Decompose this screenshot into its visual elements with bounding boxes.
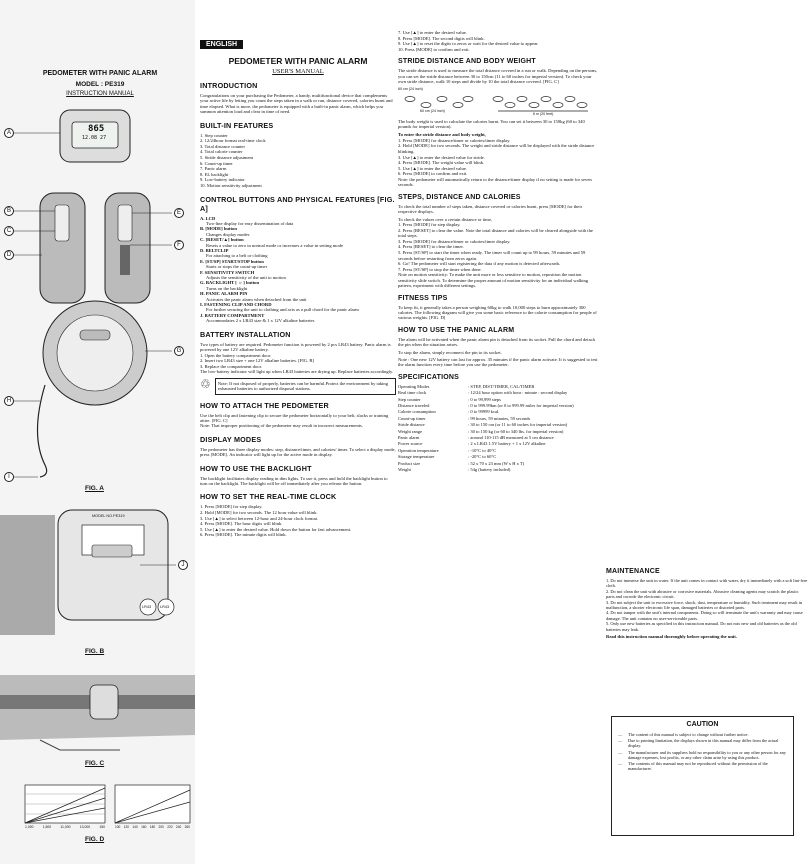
list-item: 5. Use [▲] to enter the desired value.: [398, 165, 467, 171]
list-item: 4. Press [MODE]. The hour digits will blink.: [200, 521, 283, 527]
enter-steps: [398, 138, 598, 177]
spec-value: : 0 to 99,999 steps: [468, 396, 501, 402]
tick: 13,000: [79, 825, 91, 829]
column-2: [200, 0, 396, 538]
main-subtitle: USER'S MANUAL: [272, 68, 324, 75]
spec-key: Operating Modes: [398, 383, 430, 389]
stride-label-3: 6 m (20 feet): [533, 111, 554, 116]
stride-label-2: 60 cm (24 inch): [420, 108, 445, 113]
control-name: I. FASTENING CLIP AND CHORD: [200, 302, 272, 308]
control-name: C. [RESET/▲] button: [200, 237, 244, 243]
list-item: 1. Open the battery compartment door.: [200, 352, 272, 358]
main-title: PEDOMETER WITH PANIC ALARM: [228, 56, 368, 66]
spec-value: : -10°C to 40°C: [468, 447, 497, 453]
list-item: 6. Count-up timer: [200, 160, 233, 166]
tick: 120: [123, 825, 130, 829]
maintenance-heading: MAINTENANCE: [606, 568, 660, 575]
english-tag: ENGLISH: [200, 40, 243, 49]
callout-c: C: [4, 226, 14, 236]
list-item: 5. Press [ST/SP] to start the timer when ready. The timer will count up to 99 hours, 59 minutes and 59 seconds before restarting from zeros again.: [398, 249, 586, 261]
list-item: 2. Hold [MODE] for two seconds. The weight and stride distance will be displayed with the stride distance blinking.: [398, 143, 595, 154]
list-item: 3. Use [▲] to select between 12-hour and 24-hour clock format.: [200, 515, 319, 521]
fig-c-label: FIG. C: [85, 760, 105, 767]
list-item: 2. Do not clean the unit with abrasive or corrosive materials. Abrasive cleaning agents may scratch the plastic parts and corrode the electronic circuit.: [606, 588, 799, 600]
spec-value: : 52 x 70 x 23 mm (W x H x T): [468, 460, 525, 466]
spec-value: : 0 to 99999 kcal.: [468, 409, 500, 415]
panic-text: The alarm will be activated when the panic alarm pin is detached from its socket. Pull the chord and detach the pin when the situation arises.: [398, 336, 595, 348]
fig-d-ticks-right: [115, 825, 190, 829]
callout-i: I: [4, 472, 14, 482]
control-desc: Changes display modes: [206, 231, 250, 237]
list-item: 4. Press [RESET] to clear the timer.: [398, 244, 464, 250]
control-desc: Accommodates 2 x LR43 size & 1 x 12V alkaline batteries: [206, 318, 315, 324]
spec-value: : 12/24 hour option with hour : minute : second display: [468, 390, 568, 396]
attach-note: Note: That improper positioning of the pedometer may result in incorrect measurements.: [200, 423, 363, 429]
list-item: 2. Hold [MODE] for two seconds. The 12 hour value will blink.: [200, 509, 318, 515]
list-item: 1. Step counter: [200, 132, 228, 138]
spec-value: : 2 x LR43 1.5V battery + 1 x 12V alkaline: [468, 441, 546, 447]
list-item: 6. Go! The pedometer will start registering the data if any motion is detected afterwards.: [398, 261, 561, 267]
list-item: 9. Low-battery indicator: [200, 177, 245, 183]
stride-text: The stride distance is used to measure the total distance covered in a run or walk. Depending on the persons, you can set the stride distance between 30 to 150cm (11 to 60 inches for imperial version). To check your own stride distance, walk 10 steps and divide by 10 the total distance covered. [FIG. C]: [398, 68, 598, 85]
fig-b-label: FIG. B: [85, 648, 105, 655]
callout-a: A: [4, 128, 14, 138]
spec-value: : -20°C to 60°C: [468, 454, 497, 460]
control-name: B. [MODE] button: [200, 226, 237, 232]
clock-heading: HOW TO SET THE REAL-TIME CLOCK: [200, 492, 337, 502]
list-item: 1. Do not immerse the unit in water. If the unit comes in contact with water, dry it immediately with a soft lint-free cloth.: [606, 578, 808, 589]
list-item: 5. Stride distance adjustment: [200, 155, 254, 160]
list-item: — The manufacturer and its suppliers hold no responsibility to you or any other person for any damage expenses, lost profits, or any other claim arise by using this product.: [618, 750, 787, 760]
control-name: A. LCD: [200, 215, 216, 221]
backlight-heading: HOW TO USE THE BACKLIGHT: [200, 463, 312, 473]
stride-label-1: 60 cm (24 inch): [398, 86, 423, 91]
intro-text: Congratulations on your purchasing the Pedometer, a handy, multifunctional device that complements your active life by letting you count the steps taken in a walk or run, distance covered, calories burnt and time elapsed. What is more, the pedometer is equipped with a built-in panic alarm, which helps you summon attention loud and clear in time of need.: [200, 93, 393, 115]
list-item: 4. Do not tamper with the unit's internal components. Doing so will terminate the unit's warranty and may cause damage. The unit contains no user-serviceable parts.: [606, 610, 803, 621]
control-desc: Resets a value to zero in normal mode or increases a value in setting mode: [206, 242, 344, 248]
lcd-bottom-readout: 12.08 27: [82, 135, 107, 141]
spec-key: Real time clock: [398, 390, 427, 396]
callout-b: B: [4, 206, 14, 216]
control-desc: For further securing the unit to clothing and acts as a pull chord for the panic alarm: [206, 307, 359, 313]
battery-note: The low-battery indicator will light up when LR43 batteries are drying up. Replace batteries accordingly.: [200, 369, 394, 375]
tick: 150: [99, 825, 105, 829]
spec-value: : around 110-115 dB measured at 5 cm distance: [468, 435, 554, 441]
list-item: 1. Press [MODE] for step display.: [200, 504, 263, 510]
caution-heading: CAUTION: [686, 721, 719, 728]
column-3: [398, 0, 598, 474]
tick: 220: [167, 825, 173, 829]
steps-list: [398, 222, 598, 272]
spec-key: Step counter: [398, 396, 421, 402]
list-item: 6. Press [MODE] to confirm and exit.: [398, 171, 468, 177]
battery-heading: BATTERY INSTALLATION: [200, 329, 291, 339]
spec-value: : 0 to 999.99km (or 0 to 999.99 miles for imperial version): [468, 403, 574, 409]
list-item: 3. Replace the compartment door.: [200, 363, 262, 369]
control-desc: Two-line display for easy dissemination of data: [206, 220, 294, 226]
callout-f: F: [174, 240, 184, 250]
control-name: G. BACKLIGHT [ ☼ ] button: [200, 280, 260, 286]
spec-key: Calorie consumption: [398, 409, 436, 415]
list-item: 4. Total calorie counter: [200, 149, 243, 155]
fig-b-drawing: [0, 505, 195, 655]
list-item: 3. Press [MODE] for distance/timer or calories/timer display.: [398, 238, 511, 244]
clock-steps: [200, 504, 396, 538]
attach-text: Use the belt clip and fastening clip to secure the pedometer horizontally to your belt, slacks or training attire. [FIG. C]: [200, 412, 389, 423]
control-desc: Turns on the backlight: [206, 285, 248, 291]
tick: 140: [132, 825, 138, 829]
control-name: H. PANIC ALARM PIN: [200, 291, 248, 297]
steps-intro2: To check the values over a certain distance or time,: [398, 216, 493, 222]
list-item: — The contents of this manual may not be reproduced without the permission of the manufacturer.: [618, 761, 787, 771]
features-heading: BUILT-IN FEATURES: [200, 120, 274, 130]
left-manual: INSTRUCTION MANUAL: [66, 91, 134, 97]
left-title: PEDOMETER WITH PANIC ALARM: [42, 70, 158, 77]
tick: 1,000: [25, 825, 34, 829]
footprints-figure: [398, 87, 598, 117]
list-item: 7. Panic alarm: [200, 166, 227, 172]
tick: 100: [115, 825, 121, 829]
spec-key: Panic alarm: [398, 435, 420, 441]
list-item: 2. Press [RESET] to clear the value. Note the total distance and calories will be cleared alongside with the total steps.: [398, 227, 593, 239]
maintenance-list: [606, 578, 808, 632]
fig-b-model-label: MODEL NO.PE319: [92, 514, 125, 518]
callout-h: H: [4, 396, 14, 406]
control-name: E. [ST/SP] START/STOP button: [200, 258, 264, 264]
list-item: 9. Use [▲] to reset the digits to zeros or wait for the desired value to appear.: [398, 41, 539, 47]
fig-b-battery-1: LR43: [142, 605, 152, 609]
list-item: 5. Only use new batteries as specified in this instruction manual. Do not mix new and old batteries as the old batteries may leak.: [606, 621, 797, 632]
features-list: [200, 133, 396, 189]
list-item: 10. Motion sensitivity adjustment: [200, 182, 262, 188]
controls-heading: CONTROL BUTTONS AND PHYSICAL FEATURES [FIG. A]: [200, 194, 395, 213]
spec-table: [398, 384, 598, 474]
tick: 160: [141, 825, 147, 829]
list-item: 2. Insert two LR43 size + one 12V alkaline batteries. [FIG. B]: [200, 358, 315, 364]
fig-d-ticks-left: [25, 825, 105, 829]
modes-heading: DISPLAY MODES: [200, 434, 262, 444]
fig-d-label: FIG. D: [85, 836, 105, 843]
spec-key: Power source: [398, 441, 423, 447]
fig-d-chart: [0, 780, 195, 840]
spec-value: : 30 to 150 kg (or 60 to 340 lbs. for imperial version): [468, 428, 564, 434]
weight-text: The body weight is used to calculate the calories burnt. You can set it between 30 to 150kg (60 to 340 pounds for imperial version).: [398, 118, 585, 129]
controls-list: [200, 216, 396, 324]
list-item: 4. Press [MODE]. The weight value will blink.: [398, 160, 485, 166]
list-item: 2. 12/24hour format real-time clock: [200, 138, 266, 144]
list-item: 5. Use [▲] to enter the desired value. Hold down the button for fast advancement.: [200, 526, 352, 532]
spec-value: : 54g (battery included): [468, 467, 511, 473]
panic-note: Note : One new 12V battery can last for approx. 35 minutes if the panic alarm activate. It is suggested to test the alarm function every time before you use the pedometer.: [398, 357, 598, 368]
caution-list: [618, 732, 787, 771]
fig-b-battery-2: LR43: [160, 605, 170, 609]
spec-key: Distance traveled: [398, 403, 430, 409]
control-desc: For attaching to a belt or clothing: [206, 253, 268, 259]
list-item: — The content of this manual is subject to change without further notice.: [618, 732, 787, 737]
fig-a-label: FIG. A: [85, 485, 104, 492]
callout-e: E: [174, 208, 184, 218]
tick: 240: [175, 825, 182, 829]
control-name: J. BATTERY COMPARTMENT: [200, 312, 265, 318]
panic-text-2: To stop the alarm, simply reconnect the pin to its socket.: [398, 349, 502, 355]
spec-key: Operation temperature: [398, 447, 439, 453]
list-item: 7. Use [▲] to enter the desired value.: [398, 30, 467, 35]
attach-heading: HOW TO ATTACH THE PEDOMETER: [200, 400, 329, 410]
callout-d: D: [4, 250, 14, 260]
control-name: D. BELTCLIP: [200, 248, 229, 253]
battery-intro: Two types of battery are required. Pedometer function is powered by 2 pcs LR43 battery. Panic alarm is powered by one 12V alkaline battery.: [200, 341, 391, 353]
spec-key: Product size: [398, 460, 421, 466]
spec-heading: SPECIFICATIONS: [398, 373, 460, 381]
tick: 11,000: [60, 825, 71, 829]
fig-c-drawing: [0, 665, 195, 755]
list-item: 8. Press [MODE]. The second digits will blink.: [398, 35, 485, 41]
recycle-note: Note: If not disposed of properly, batteries can be harmful.Protect the environment by taking exhausted batteries to authorized disposal stations.: [215, 378, 396, 395]
lcd-top-readout: 865: [88, 124, 105, 134]
spec-value: : 99 hours, 59 minutes, 59 seconds: [468, 415, 531, 421]
table-row: [398, 467, 598, 473]
enter-note: Note: the pedometer will automatically return to the distance/timer display if no setting is made for seven seconds.: [398, 176, 592, 188]
clock-steps-cont: [398, 30, 598, 52]
panic-chord: [38, 385, 47, 477]
tick: 180: [149, 825, 156, 829]
spec-key: Count-up timer: [398, 415, 426, 421]
figures-column: [0, 0, 195, 864]
intro-heading: INTRODUCTION: [200, 81, 258, 90]
list-item: 3. Use [▲] to enter the desired value for stride.: [398, 154, 485, 160]
list-item: 1. Press [MODE] for distance/timer or calories/timer display.: [398, 137, 511, 143]
battery-steps: [200, 353, 396, 370]
list-item: 6. Press [MODE]. The minute digits will blink.: [200, 532, 287, 538]
list-item: 1. Press [MODE] for step display.: [398, 222, 461, 227]
control-name: F. SENSITIVITY SWITCH: [200, 269, 255, 275]
column-4: [606, 568, 808, 639]
control-desc: Activates the panic alarm when detached from the unit: [206, 296, 307, 302]
modes-text: The pedometer has three display modes: step, distance/timer, and calories/ timer. To select a display mode, press [MODE]. An indicator will light up for the active mode in display.: [200, 446, 396, 458]
spec-value: : 30 to 150 cm (or 11 to 60 inches for imperial version): [468, 422, 568, 428]
spec-key: Storage temperature: [398, 454, 435, 460]
list-item: 7. Press [ST/SP] to stop the timer when done.: [398, 266, 482, 272]
read-notice: Read this instruction manual thoroughly before operating the unit.: [606, 634, 737, 640]
left-model: MODEL : PE319: [75, 81, 125, 88]
steps-heading: STEPS, DISTANCE AND CALORIES: [398, 193, 521, 201]
recycle-icon: ♲: [200, 376, 211, 391]
tick: 260: [184, 825, 190, 829]
list-item: 3. Total distance counter: [200, 143, 246, 149]
backlight-text: The backlight facilitates display reading in dim lights. To use it, press and hold the backlight button to turn on the backlight. The backlight will be off immediately after you release the button.: [200, 475, 388, 486]
callout-j: J: [178, 560, 188, 570]
list-item: 8. EL backlight: [200, 171, 229, 177]
sensitivity-note: Note on motion sensitivity: To make the unit more or less sensitive to motion, reposition the motion sensitivity slide switch. To determine the proper amount of motion sensitivity for an individual walking pattern, experiment with different settings.: [398, 272, 589, 289]
panic-heading: HOW TO USE THE PANIC ALARM: [398, 326, 515, 334]
steps-intro: To check the total number of steps taken, distance covered or calories burnt, press [MODE] for their respective displays.: [398, 203, 583, 215]
tick: 200: [158, 825, 164, 829]
control-desc: Adjusts the sensitivity of the unit to motion: [206, 275, 286, 281]
stride-heading: STRIDE DISTANCE AND BODY WEIGHT: [398, 58, 536, 66]
spec-key: Weight range: [398, 428, 423, 434]
fitness-text: To keep fit, it generally takes a person weighing 60kg to walk 10,000 steps to burn approximately 300 calories. The following diagram will give you some basic reference to the calorie consumption for people of various weights. [FIG. D]: [398, 304, 597, 321]
caution-box: [611, 716, 794, 836]
control-desc: Starts or stops the count-up timer: [206, 264, 268, 270]
list-item: 3. Do not subject the unit to excessive force, shock, dust, temperature or humidity. Such treatment may result in malfunction, a shorter electronic life span, damaged batteries or distorted parts.: [606, 599, 803, 611]
enter-heading: To enter the stride distance and body weight,: [398, 132, 486, 138]
callout-g: G: [174, 346, 184, 356]
spec-key: Weight: [398, 467, 411, 473]
list-item: 10. Press [MODE] to confirm and exit.: [398, 46, 470, 52]
spec-value: : STEP, DIST/TIMER, CAL/TIMER: [468, 383, 535, 389]
recycle-box: [200, 378, 396, 395]
list-item: — Due to printing limitation, the displays shown in this manual may differ from the actual display.: [618, 738, 787, 748]
fitness-heading: FITNESS TIPS: [398, 294, 448, 302]
tick: 1,500: [42, 825, 52, 829]
spec-key: Stride distance: [398, 422, 425, 428]
